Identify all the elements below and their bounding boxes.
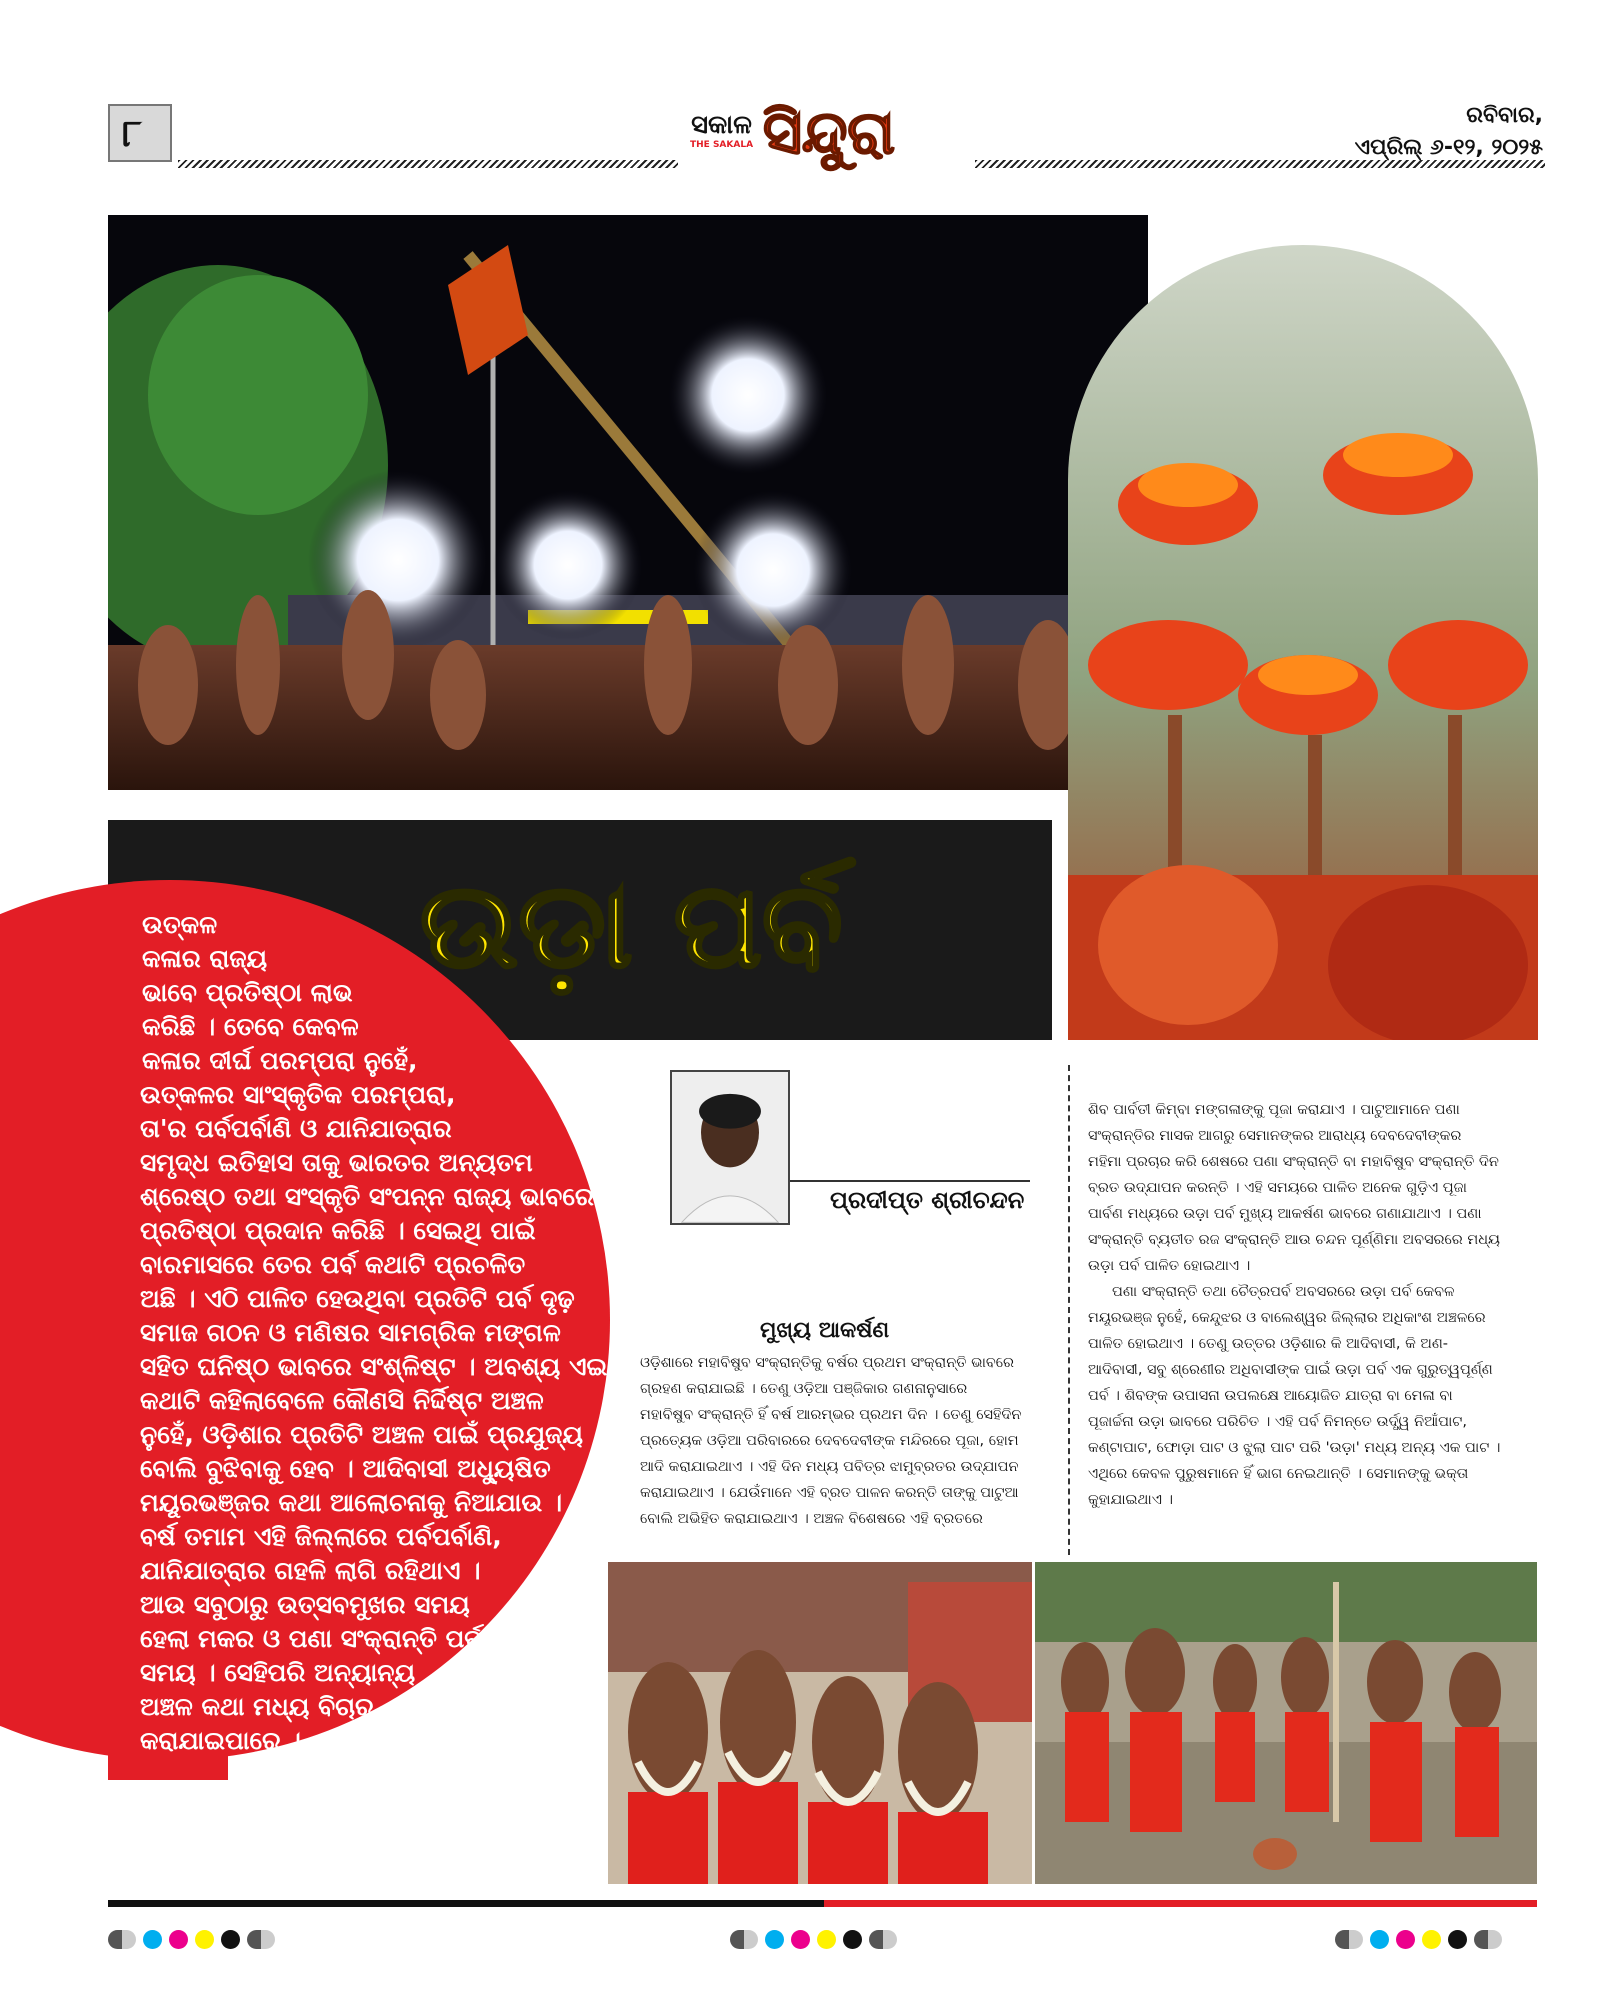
registration-magenta (1396, 1930, 1415, 1949)
body-line: ସଂକ୍ରାନ୍ତିର ମାସକ ଆଗରୁ ସେମାନଙ୍କର ଆରାଧ୍ୟ ଦେବଦେବୀଙ୍କର (1088, 1128, 1462, 1144)
body-line: ପାର୍ବଣ ମଧ୍ୟରେ ଉଡ଼ା ପର୍ବ ମୁଖ୍ୟ ଆକର୍ଷଣ ଭାବରେ ଗଣାଯାଥାଏ । ପଣା (1088, 1206, 1482, 1222)
issue-date-range: ଏପ୍ରିଲ୍ ୬-୧୨, ୨୦୨୫ (1354, 135, 1543, 160)
registration-yellow (1422, 1930, 1441, 1949)
registration-bar (869, 1930, 897, 1949)
lead-line: ନୁହେଁ, ଓଡ଼ିଶାର ପ୍ରତିଟି ଅଞ୍ଚଳ ପାଇଁ ପ୍ରଯୁଜ୍ୟ (140, 1420, 583, 1449)
lead-line: ଭାବେ ପ୍ରତିଷ୍ଠା ଲାଭ (142, 978, 353, 1007)
lead-paragraph (140, 908, 608, 1758)
body-line: ପାଳିତ ହୋଇଥାଏ । ତେଣୁ ଉତ୍ତର ଓଡ଼ିଶାର କି ଆଦିବାସୀ, କି ଅଣ- (1088, 1336, 1449, 1352)
registration-bar (108, 1930, 136, 1949)
body-line: ଗ୍ରହଣ କରାଯାଇଛି । ତେଣୁ ଓଡ଼ିଆ ପଞ୍ଜିକାର ଗଣନାନୁସାରେ (640, 1381, 968, 1397)
body-line: ସଂକ୍ରାନ୍ତି ବ୍ୟତୀତ ରଜ ସଂକ୍ରାନ୍ତି ଆଉ ଚନ୍ଦନ ପୂର୍ଣ୍ଣିମା ଅବସରରେ ମଧ୍ୟ (1088, 1232, 1500, 1248)
author-photo (670, 1070, 790, 1225)
body-line: ଉଡ଼ା ପର୍ବ ପାଳିତ ହୋଇଥାଏ । (1088, 1258, 1251, 1274)
body-line: ପଣା ସଂକ୍ରାନ୍ତି ତଥା ଚୈତ୍ରପର୍ବ ଅବସରରେ ଉଡ଼ା ପର୍ବ କେବଳ (1112, 1284, 1455, 1300)
photo-decorated-pots (1068, 245, 1538, 1040)
lead-line: ପ୍ରତିଷ୍ଠା ପ୍ରଦାନ କରିଛି । ସେଇଥି ପାଇଁ (140, 1216, 536, 1245)
footer-rule-black (108, 1900, 824, 1907)
body-line: ଏଥିରେ କେବଳ ପୁରୁଷମାନେ ହିଁ ଭାଗ ନେଇଥାନ୍ତି । ସେମାନଙ୍କୁ ଭକ୍ତା (1088, 1466, 1469, 1482)
lead-line: ବର୍ଷ ତମାମ ଏହି ଜିଲ୍ଲାରେ ପର୍ବପର୍ବାଣି, (140, 1522, 502, 1551)
byline-rule (790, 1180, 1030, 1182)
body-line: ବୋଲି ଅଭିହିତ କରାଯାଇଥାଏ । ଅଞ୍ଚଳ ବିଶେଷରେ ଏହି ବ୍ରତରେ (640, 1511, 983, 1527)
lead-line: ଯାନିଯାତ୍ରାର ଗହଳି ଲାଗି ରହିଥାଏ । (140, 1556, 481, 1585)
body-line: ପ୍ରତ୍ୟେକ ଓଡ଼ିଆ ପରିବାରରେ ଦେବଦେବୀଙ୍କ ମନ୍ଦିରରେ ପୂଜା, ହୋମ (640, 1433, 1019, 1449)
registration-yellow (195, 1930, 214, 1949)
registration-black (843, 1930, 862, 1949)
lead-line: କରିଛି । ତେବେ କେବଳ (142, 1012, 359, 1041)
lead-line: ଉତ୍କଳର ସାଂସ୍କୃତିକ ପରମ୍ପରା, (140, 1080, 456, 1109)
body-line: ଆଦି କରାଯାଇଥାଏ । ଏହି ଦିନ ମଧ୍ୟ ପବିତ୍ର ଝାମୁବ୍ରତର ଉଦ୍‌ଯାପନ (640, 1459, 1019, 1475)
registration-bar (1335, 1930, 1363, 1949)
registration-cyan (1370, 1930, 1389, 1949)
body-line: ବ୍ରତ ଉଦ୍‌ଯାପନ କରନ୍ତି । ଏହି ସମୟରେ ପାଳିତ ଅନେକ ଗୁଡ଼ିଏ ପୂଜା (1088, 1180, 1467, 1196)
lead-line: ବୋଲି ବୁଝିବାକୁ ହେବ । ଆଦିବାସୀ ଅଧ୍ୟୁଷିତ (140, 1454, 551, 1483)
photo-devotees-ground (1035, 1562, 1537, 1884)
masthead-logo (690, 100, 895, 166)
body-line: ମୟୂରଭଞ୍ଜ ନୁହେଁ, କେନ୍ଦୁଝର ଓ ବାଲେଶ୍ୱର ଜିଲ୍ଲାର ଅଧିକାଂଶ ଅଞ୍ଚଳରେ (1088, 1310, 1486, 1326)
lead-line: କଳାର ରାଜ୍ୟ (142, 944, 268, 973)
photo-night-festival-crowd (108, 215, 1148, 790)
lead-line: କଥାଟି କହିଲାବେଳେ କୌଣସି ନିର୍ଦ୍ଦିଷ୍ଟ ଅଞ୍ଚଳ (140, 1386, 544, 1415)
registration-bar (247, 1930, 275, 1949)
registration-magenta (791, 1930, 810, 1949)
photo-devotees-procession (608, 1562, 1032, 1884)
byline-author: ପ୍ରଦୀପ୍ତ ଶ୍ରୀଚନ୍ଦନ (830, 1186, 1025, 1214)
body-line: ଓଡ଼ିଶାରେ ମହାବିଷୁବ ସଂକ୍ରାନ୍ତିକୁ ବର୍ଷର ପ୍ରଥମ ସଂକ୍ରାନ୍ତି ଭାବରେ (640, 1355, 1015, 1371)
body-column-2 (1088, 1097, 1508, 1513)
registration-marks-left (108, 1930, 275, 1949)
lead-line: ହେଲା ମକର ଓ ପଣା ସଂକ୍ରାନ୍ତି ପର୍ବର (140, 1624, 501, 1653)
lead-line: ଶ୍ରେଷ୍ଠ ତଥା ସଂସ୍କୃତି ସଂପନ୍ନ ରାଜ୍ୟ ଭାବରେ (140, 1182, 594, 1211)
registration-yellow (817, 1930, 836, 1949)
registration-black (221, 1930, 240, 1949)
article-title: ଉଡ଼ା ପର୍ବ (420, 856, 843, 994)
brand-tagline: THE SAKALA (690, 140, 754, 150)
lead-line: ସମୃଦ୍ଧ ଇତିହାସ ତାକୁ ଭାରତର ଅନ୍ୟତମ (140, 1148, 533, 1177)
registration-marks-center (730, 1930, 897, 1949)
brand-name-large: ସିନ୍ଦୁରା (763, 98, 896, 168)
lead-line: ଆଉ ସବୁଠାରୁ ଉତ୍ସବମୁଖର ସମୟ (140, 1590, 470, 1619)
body-line: କଣ୍ଟାପାଟ, ଫୋଡ଼ା ପାଟ ଓ ଝୁଲା ପାଟ ପରି 'ଉଡ଼ା' ମଧ୍ୟ ଅନ୍ୟ ଏକ ପାଟ । (1088, 1440, 1501, 1456)
body-line: ମହାବିଷୁବ ସଂକ୍ରାନ୍ତି ହିଁ ବର୍ଷ ଆରମ୍ଭର ପ୍ରଥମ ଦିନ । ତେଣୁ ସେହିଦିନ (640, 1407, 1022, 1423)
body-line: ପୂଜାର୍ଚ୍ଚନା ଉଡ଼ା ଭାବରେ ପରିଚିତ । ଏହି ପର୍ବ ନିମନ୍ତେ ଉର୍ଦ୍ଧ୍ୱ ନିଆଁପାଟ, (1088, 1414, 1467, 1430)
brand-name-small: ସକାଳ (691, 110, 752, 140)
lead-line: ଅଞ୍ଚଳ କଥା ମଧ୍ୟ ବିଚାର (140, 1692, 375, 1721)
lead-line: ସମୟ । ସେହିପରି ଅନ୍ୟାନ୍ୟ (140, 1658, 416, 1687)
body-line: ଶିବ ପାର୍ବତୀ କିମ୍ବା ମଙ୍ଗଳାଙ୍କୁ ପୂଜା କରାଯାଏ । ପାଟୁଆମାନେ ପଣା (1088, 1102, 1460, 1118)
registration-bar (1474, 1930, 1502, 1949)
registration-black (1448, 1930, 1467, 1949)
lead-line: ତା'ର ପର୍ବପର୍ବାଣି ଓ ଯାନିଯାତ୍ରାର (140, 1114, 452, 1143)
lead-line: ଅଛି । ଏଠି ପାଳିତ ହେଉଥିବା ପ୍ରତିଟି ପର୍ବ ଦୃଢ଼ (140, 1284, 575, 1313)
header-rule-left (178, 160, 678, 168)
footer-rule-red (824, 1900, 1537, 1907)
registration-marks-right (1335, 1930, 1502, 1949)
body-column-1 (640, 1350, 1040, 1532)
registration-cyan (143, 1930, 162, 1949)
body-line: କରାଯାଇଥାଏ । ଯେଉଁମାନେ ଏହି ବ୍ରତ ପାଳନ କରନ୍ତି ତାଙ୍କୁ ପାଟୁଆ (640, 1485, 1019, 1501)
issue-day: ରବିବାର, (1466, 103, 1543, 128)
lead-line: ସହିତ ଘନିଷ୍ଠ ଭାବରେ ସଂଶ୍ଳିଷ୍ଟ । ଅବଶ୍ୟ ଏଇ (140, 1352, 608, 1381)
lead-line: କରାଯାଇପାରେ । (140, 1726, 301, 1755)
issue-date (1355, 100, 1543, 164)
body-line: ଆଦିବାସୀ, ସବୁ ଶ୍ରେଣୀର ଅଧିବାସୀଙ୍କ ପାଇଁ ଉଡ଼ା ପର୍ବ ଏକ ଗୁରୁତ୍ୱପୂର୍ଣ୍ଣ (1088, 1362, 1493, 1378)
registration-magenta (169, 1930, 188, 1949)
lead-line: ମୟୂରଭଞ୍ଜର କଥା ଆଲୋଚନାକୁ ନିଆଯାଉ । (140, 1488, 563, 1517)
registration-cyan (765, 1930, 784, 1949)
column-separator (1068, 1065, 1070, 1555)
lead-line: ବାରମାସରେ ତେର ପର୍ବ କଥାଟି ପ୍ରଚଳିତ (140, 1250, 526, 1279)
body-line: କୁହାଯାଇଥାଏ । (1088, 1492, 1174, 1508)
section-subhead: ମୁଖ୍ୟ ଆକର୍ଷଣ (760, 1318, 890, 1343)
lead-line: କଳାର ଦୀର୍ଘ ପରମ୍ପରା ନୁହେଁ, (142, 1046, 418, 1075)
lead-line: ସମାଜ ଗଠନ ଓ ମଣିଷର ସାମଗ୍ରିକ ମଙ୍ଗଳ (140, 1318, 561, 1347)
body-line: ମହିମା ପ୍ରଚାର କରି ଶେଷରେ ପଣା ସଂକ୍ରାନ୍ତି ବା ମହାବିଷୁବ ସଂକ୍ରାନ୍ତି ଦିନ (1088, 1154, 1499, 1170)
page-number: ୮ (108, 104, 172, 162)
lead-line: ଉତ୍କଳ (142, 910, 218, 939)
body-line: ପର୍ବ । ଶିବଙ୍କ ଉପାସନା ଉପଲକ୍ଷେ ଆୟୋଜିତ ଯାତ୍ରା ବା ମେଳା ବା (1088, 1388, 1453, 1404)
registration-bar (730, 1930, 758, 1949)
